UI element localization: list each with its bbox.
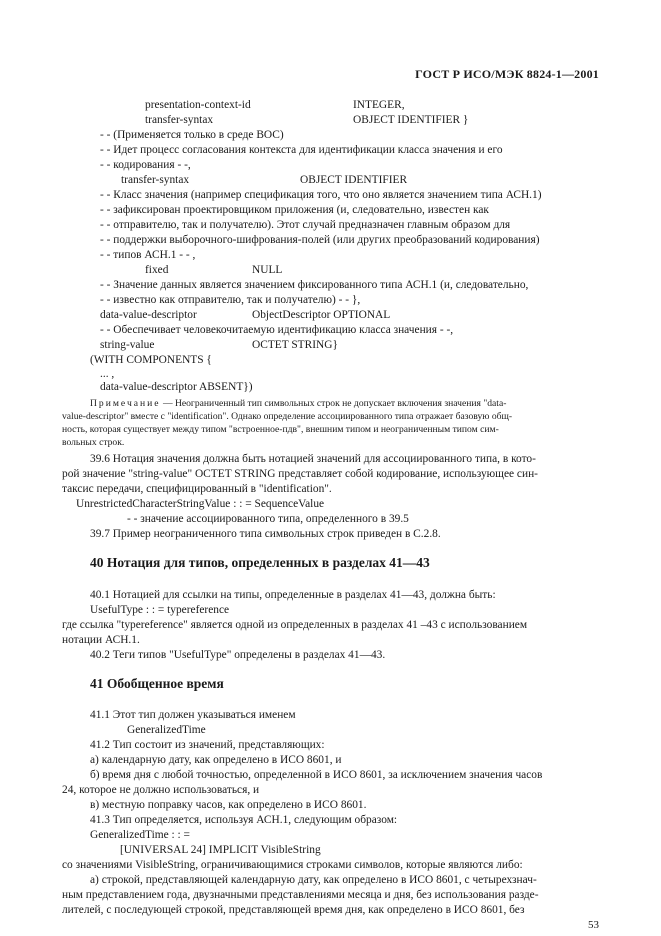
list-item: в) местную поправку часов, как определено в ИСО 8601. — [90, 799, 367, 811]
paragraph-line: нотации АСН.1. — [62, 634, 140, 646]
code-comment: - - значение ассоциированного типа, определенного в 39.5 — [127, 513, 409, 525]
list-item: 24, которое не должно использоваться, и — [62, 784, 260, 796]
code-field-type: OBJECT IDENTIFIER } — [353, 114, 469, 126]
code-comment: - - типов АСН.1 - - , — [100, 249, 196, 261]
code-constraint: (WITH COMPONENTS { — [90, 354, 212, 366]
section-41-title: 41 Обобщенное время — [90, 676, 224, 691]
code-line: UnrestrictedCharacterStringValue : : = SequenceValue — [76, 498, 325, 510]
note-text: — Неограниченный тип символьных строк не допускает включения значения "data- — [160, 398, 507, 409]
note-line: вольных строк. — [62, 437, 125, 448]
code-comment: - - поддержки выборочного-шифрования-полей (или других преобразований кодирования) — [100, 234, 540, 246]
list-item: а) строкой, представляющей календарную дату, как определено в ИСО 8601, с четырехзнач- — [90, 874, 537, 886]
list-item: а) календарную дату, как определено в ИСО 8601, и — [90, 754, 342, 766]
code-field-name: data-value-descriptor — [100, 309, 197, 321]
document-header: ГОСТ Р ИСО/МЭК 8824-1—2001 — [415, 67, 599, 81]
code-comment: - - (Применяется только в среде ВОС) — [100, 129, 284, 141]
clause-39-7: 39.7 Пример неограниченного типа символьных строк приведен в С.2.8. — [90, 528, 441, 540]
code-field-type: NULL — [252, 264, 283, 276]
code-field-name: transfer-syntax — [145, 114, 214, 126]
code-ellipsis: ... , — [100, 368, 115, 380]
code-comment: - - зафиксирован проектировщиком приложения (и, следовательно, известен как — [100, 204, 489, 216]
code-field-type: OBJECT IDENTIFIER — [300, 174, 408, 186]
code-comment: - - Класс значения (например спецификация того, что оно является значением типа АСН.1) — [100, 189, 542, 201]
code-comment: - - известно как отправителю, так и получателю) - - }, — [100, 294, 361, 306]
code-line: [UNIVERSAL 24] IMPLICIT VisibleString — [120, 844, 321, 856]
code-comment: - - отправителю, так и получателю). Этот случай предназначен главным образом для — [100, 219, 511, 231]
code-comment: - - Значение данных является значением фиксированного типа АСН.1 (и, следовательно, — [100, 279, 529, 291]
code-line: UsefulType : : = typereference — [90, 604, 230, 616]
note-label: Примечание — [90, 398, 161, 409]
list-item: б) время дня с любой точностью, определенной в ИСО 8601, за исключением значения часов — [90, 769, 543, 781]
code-field-type: OCTET STRING} — [252, 339, 338, 351]
paragraph-line: 40.2 Теги типов "UsefulType" определены в разделах 41—43. — [90, 649, 386, 661]
section-40-title: 40 Нотация для типов, определенных в разделах 41—43 — [90, 555, 430, 570]
code-comment: - - кодирования - -, — [100, 159, 191, 171]
code-constraint: data-value-descriptor ABSENT}) — [100, 381, 253, 393]
code-field-type: INTEGER, — [353, 99, 405, 111]
note-line: ность, которая существует между типом "встроенное-пдв", внешним типом и неограниченным типом сим- — [62, 424, 499, 435]
note-line: value-descriptor" вместе с "identification". Однако определение ассоциированного типа отражает базовую общ- — [62, 411, 513, 422]
list-item: ным представлением года, двузначными представлениями месяца и дня, без использования разде- — [62, 889, 539, 901]
list-item: лителей, с последующей строкой, представляющей время дня, как определено в ИСО 8601, без — [62, 904, 525, 916]
paragraph-line: 41.3 Тип определяется, используя АСН.1, следующим образом: — [90, 814, 398, 826]
code-comment: - - Идет процесс согласования контекста для идентификации класса значения и его — [100, 144, 503, 156]
code-line: GeneralizedTime — [127, 724, 206, 736]
paragraph-line: рой значение "string-value" OCTET STRING представляет собой кодирование, использующее син- — [62, 468, 538, 480]
code-field-name: fixed — [145, 264, 169, 276]
code-field-name: transfer-syntax — [121, 174, 190, 186]
code-field-type: ObjectDescriptor OPTIONAL — [252, 309, 391, 321]
paragraph-line: где ссылка "typereference" является одной из определенных в разделах 41 –43 с использованием — [62, 619, 528, 631]
paragraph-line: со значениями VisibleString, ограничивающимися строками символов, которые являются либо: — [62, 859, 523, 871]
note-line — [90, 397, 598, 410]
paragraph-line: 41.2 Тип состоит из значений, представляющих: — [90, 739, 325, 751]
paragraph-line: 39.6 Нотация значения должна быть нотацией значений для ассоциированного типа, в кото- — [90, 453, 536, 465]
page-number: 53 — [588, 919, 599, 931]
code-comment: - - Обеспечивает человекочитаемую идентификацию класса значения - -, — [100, 324, 454, 336]
paragraph-line: 41.1 Этот тип должен указываться именем — [90, 709, 296, 721]
code-field-name: string-value — [100, 339, 155, 351]
paragraph-line: таксис передачи, специфицированный в "identification". — [62, 483, 332, 495]
paragraph-line: 40.1 Нотацией для ссылки на типы, определенные в разделах 41—43, должна быть: — [90, 589, 496, 601]
code-line: GeneralizedTime : : = — [90, 829, 190, 841]
code-field-name: presentation-context-id — [145, 99, 251, 111]
